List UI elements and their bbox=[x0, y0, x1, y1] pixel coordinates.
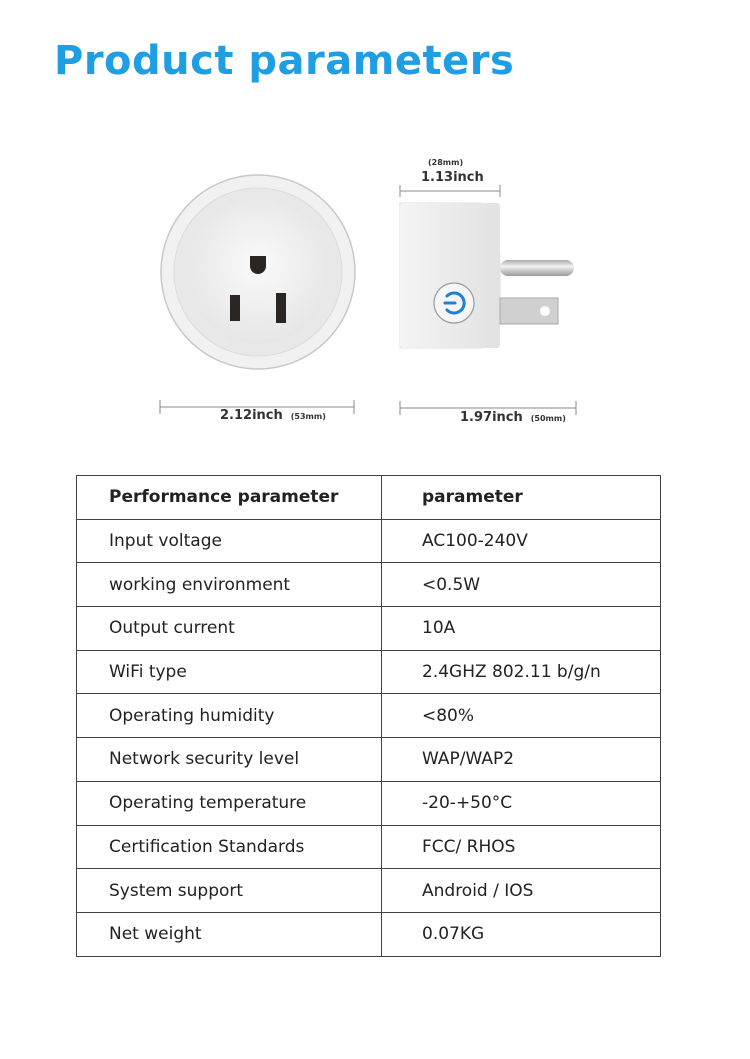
table-header bbox=[77, 476, 661, 520]
height-inch-label: 1.97inch bbox=[460, 410, 523, 425]
row-name: working environment bbox=[77, 563, 382, 607]
depth-mm-label: (28mm) bbox=[428, 158, 464, 167]
side-view bbox=[400, 203, 574, 348]
row-name: Operating temperature bbox=[77, 781, 382, 825]
row-value: AC100-240V bbox=[382, 519, 661, 563]
table-row bbox=[77, 607, 661, 651]
row-name: WiFi type bbox=[77, 650, 382, 694]
table-row bbox=[77, 519, 661, 563]
table-row bbox=[77, 825, 661, 869]
height-mm-label: (50mm) bbox=[530, 414, 566, 423]
width-label bbox=[220, 408, 326, 423]
row-value: -20-+50°C bbox=[382, 781, 661, 825]
row-value: 0.07KG bbox=[382, 912, 661, 956]
parameter-table bbox=[76, 475, 661, 957]
depth-inch-label: 1.13inch bbox=[421, 170, 484, 185]
row-value: <80% bbox=[382, 694, 661, 738]
width-inch-label: 2.12inch bbox=[220, 408, 283, 423]
width-mm-label: (53mm) bbox=[290, 412, 326, 421]
row-name: Certification Standards bbox=[77, 825, 382, 869]
row-name: Net weight bbox=[77, 912, 382, 956]
table-row bbox=[77, 694, 661, 738]
row-value: 2.4GHZ 802.11 b/g/n bbox=[382, 650, 661, 694]
table-row bbox=[77, 738, 661, 782]
row-value: FCC/ RHOS bbox=[382, 825, 661, 869]
page-title: Product parameters bbox=[54, 38, 515, 84]
table-row bbox=[77, 650, 661, 694]
row-value: Android / IOS bbox=[382, 869, 661, 913]
row-name: Operating humidity bbox=[77, 694, 382, 738]
front-view bbox=[161, 175, 355, 369]
row-value: <0.5W bbox=[382, 563, 661, 607]
product-images bbox=[0, 150, 750, 440]
table-row bbox=[77, 912, 661, 956]
table-row bbox=[77, 563, 661, 607]
header-performance-parameter: Performance parameter bbox=[77, 476, 382, 520]
row-name: Output current bbox=[77, 607, 382, 651]
smart-plug-illustration bbox=[0, 150, 750, 440]
row-name: Network security level bbox=[77, 738, 382, 782]
row-value: WAP/WAP2 bbox=[382, 738, 661, 782]
header-parameter: parameter bbox=[382, 476, 661, 520]
row-name: System support bbox=[77, 869, 382, 913]
height-label bbox=[460, 410, 566, 425]
table-row bbox=[77, 869, 661, 913]
table-row bbox=[77, 781, 661, 825]
row-value: 10A bbox=[382, 607, 661, 651]
row-name: Input voltage bbox=[77, 519, 382, 563]
